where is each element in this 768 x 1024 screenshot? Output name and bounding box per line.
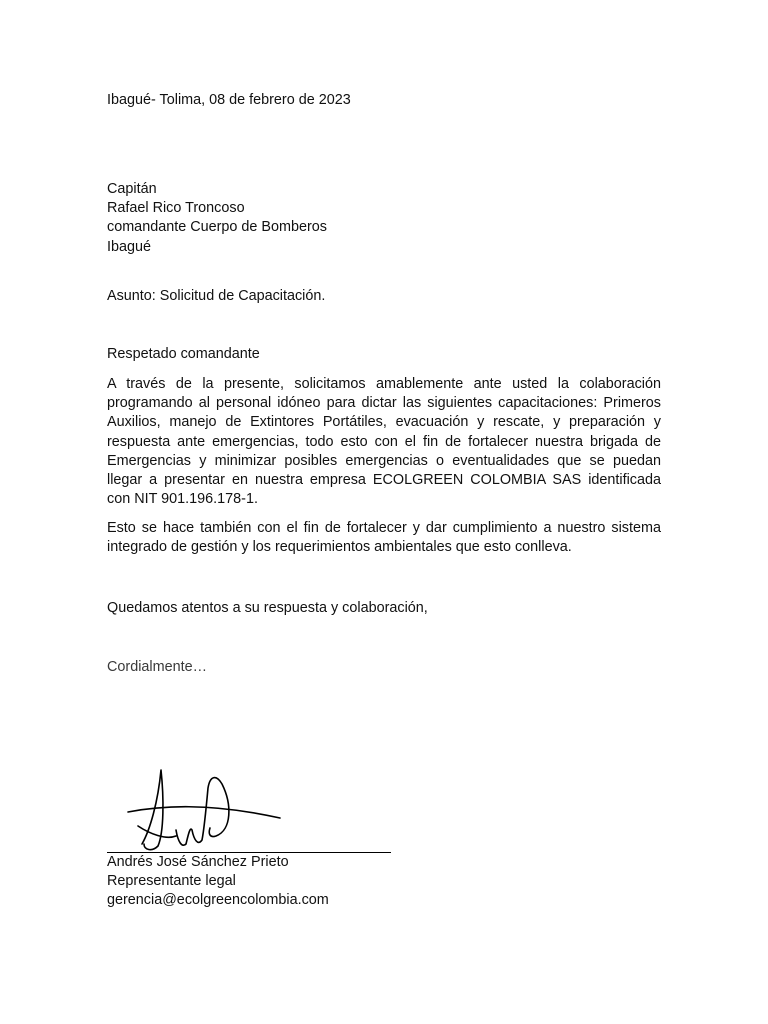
recipient-rank: Capitán xyxy=(107,181,157,197)
body-paragraph-1: A través de la presente, solicitamos amablemente ante usted la colaboración programando al personal idóneo para dictar las siguientes capacitaciones: Primeros Auxilios, manejo de Extintores Portátiles, evacuación y rescate, y preparación y respuesta ante emergencias, todo esto con el fin de fortalecer nuestra brigada de Emergencias y minimizar posibles emergencias o eventualidades que se puedan llegar a presentar en nuestra empresa ECOLGREEN COLOMBIA SAS identificada con NIT 901.196.178-1. xyxy=(107,376,661,508)
valediction: Cordialmente… xyxy=(107,659,207,675)
signer-name: Andrés José Sánchez Prieto xyxy=(107,854,289,870)
recipient-city: Ibagué xyxy=(107,239,152,255)
signature-image xyxy=(120,760,295,855)
body-paragraph-2: Esto se hace también con el fin de fortalecer y dar cumplimiento a nuestro sistema integrado de gestión y los requerimientos ambientales que esto conlleva. xyxy=(107,520,661,556)
recipient-position: comandante Cuerpo de Bomberos xyxy=(107,219,327,235)
salutation: Respetado comandante xyxy=(107,346,260,362)
date-line: Ibagué- Tolima, 08 de febrero de 2023 xyxy=(107,92,351,108)
recipient-name: Rafael Rico Troncoso xyxy=(107,200,245,216)
closing-line: Quedamos atentos a su respuesta y colaboración, xyxy=(107,600,428,616)
subject-line: Asunto: Solicitud de Capacitación. xyxy=(107,288,326,304)
signer-title: Representante legal xyxy=(107,873,236,889)
signer-email: gerencia@ecolgreencolombia.com xyxy=(107,892,329,908)
